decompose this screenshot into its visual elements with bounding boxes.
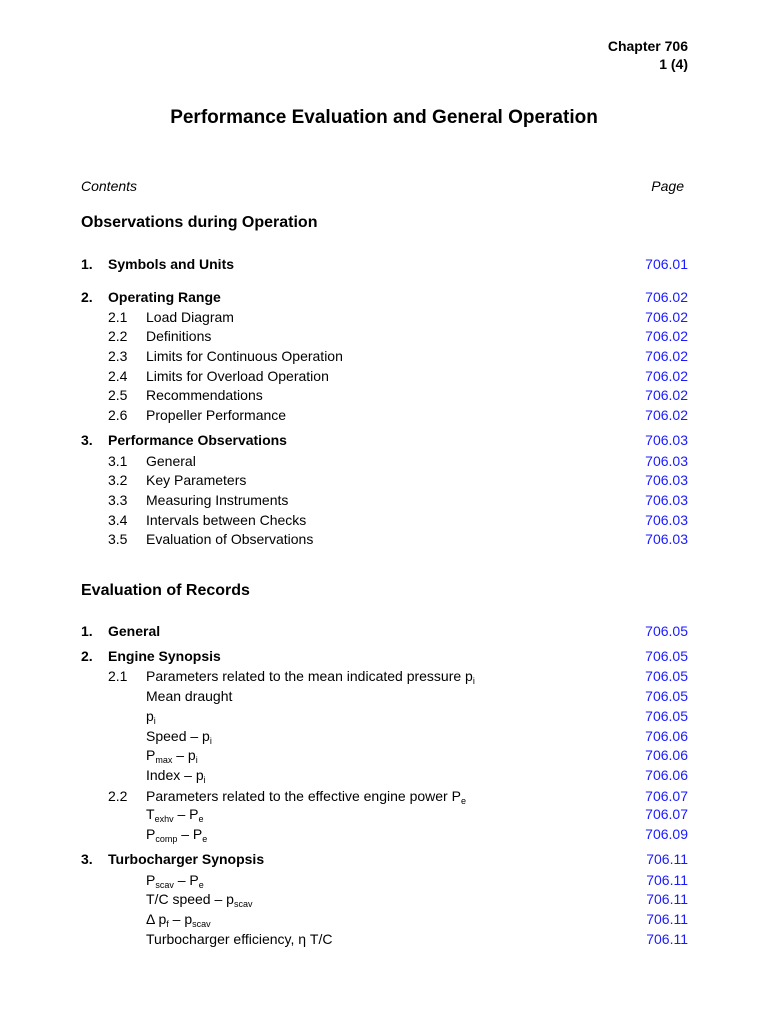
subscript: i: [195, 755, 198, 765]
toc-page-link[interactable]: 706.02: [645, 309, 688, 325]
toc-entry-label: Δ $p_f - p_{scav}$: [146, 911, 211, 929]
toc-entry-label: Evaluation of Observations: [146, 531, 314, 547]
page-column-label: Page: [651, 178, 684, 194]
toc-entry-label: $P_{comp} - P_e$: [146, 826, 208, 844]
toc-entry: [81, 490, 688, 510]
toc-page-link[interactable]: 706.11: [646, 891, 688, 907]
chapter-number: Chapter 706: [607, 38, 688, 54]
toc-entry: [81, 666, 688, 686]
toc-entry: [81, 287, 688, 307]
subscript: e: [198, 814, 204, 824]
toc-page-link[interactable]: 706.03: [645, 512, 688, 528]
toc-entry-number: 1.: [81, 256, 93, 272]
subscript: e: [198, 880, 204, 890]
toc-entry-label: Performance Observations: [108, 432, 287, 448]
toc-entry-label: Propeller Performance: [146, 407, 287, 423]
toc-entry: [81, 706, 688, 726]
toc-page-link[interactable]: 706.06: [645, 767, 688, 783]
toc-entry-label: $P_{max} - p_i$: [146, 747, 198, 765]
toc-entry: [81, 470, 688, 490]
toc-entry-label: Definitions: [146, 328, 212, 344]
subscript: i: [203, 775, 206, 785]
subscript: comp: [155, 834, 178, 844]
toc-entry: [81, 451, 688, 471]
toc-entry-number: 2.: [81, 289, 93, 305]
toc-entry-label: Parameters related to the mean indicated pressure $p_i$: [146, 668, 475, 686]
toc-entry-number: 2.2: [108, 788, 128, 804]
toc-page-link[interactable]: 706.09: [645, 826, 688, 842]
toc-entry-label: Measuring Instruments: [146, 492, 289, 508]
toc-entry-number: 2.1: [108, 309, 128, 325]
toc-entry-label: Operating Range: [108, 289, 221, 305]
toc-entry-label: Recommendations: [146, 387, 263, 403]
toc-entry-number: 2.1: [108, 668, 128, 684]
toc-page-link[interactable]: 706.11: [646, 851, 688, 867]
contents-label: Contents: [81, 178, 138, 194]
toc-entry: [81, 405, 688, 425]
toc-page-link[interactable]: 706.02: [645, 368, 688, 384]
toc-entry: [81, 929, 688, 949]
subscript: i: [209, 736, 212, 746]
toc-entry: [81, 889, 688, 909]
subscript: scav: [233, 899, 253, 909]
chapter-header: [608, 37, 688, 73]
toc-entry-label: Engine Synopsis: [108, 648, 221, 664]
toc-entry-number: 3.5: [108, 531, 128, 547]
toc-page-link[interactable]: 706.11: [646, 911, 688, 927]
subscript: exhv: [154, 814, 174, 824]
toc-entry: [81, 529, 688, 549]
toc-page-link[interactable]: 706.06: [645, 728, 688, 744]
toc-entry-label: Limits for Overload Operation: [146, 368, 329, 384]
toc-entry-number: 3.: [81, 432, 93, 448]
toc-page-link[interactable]: 706.02: [645, 289, 688, 305]
toc-entry-number: 3.4: [108, 512, 128, 528]
toc-entry-number: 2.: [81, 648, 93, 664]
toc-entry: [81, 307, 688, 327]
toc-entry-label: $P_{scav} - P_e$: [146, 872, 204, 890]
toc-page-link[interactable]: 706.02: [645, 348, 688, 364]
toc-page-link[interactable]: 706.02: [645, 387, 688, 403]
toc-page-link[interactable]: 706.07: [645, 788, 688, 804]
toc-entry: [81, 346, 688, 366]
toc-entry-label: Turbocharger efficiency, η T/C: [146, 931, 333, 947]
toc-entry: [81, 646, 688, 666]
toc-page-link[interactable]: 706.03: [645, 453, 688, 469]
toc-entry-label: Symbols and Units: [108, 256, 235, 272]
subscript: f: [166, 919, 169, 929]
toc-entry-label: $T_{exhv} - P_e$: [146, 806, 204, 824]
toc-entry: [81, 366, 688, 386]
section-heading: Observations during Operation: [81, 214, 318, 231]
toc-page-link[interactable]: 706.11: [646, 931, 688, 947]
toc-page-link[interactable]: 706.03: [645, 492, 688, 508]
toc-page-link[interactable]: 706.02: [645, 407, 688, 423]
subscript: scav: [192, 919, 211, 929]
toc-entry-number: 3.3: [108, 492, 128, 508]
toc-entry-number: 2.6: [108, 407, 128, 423]
toc-entry-number: 2.3: [108, 348, 128, 364]
toc-entry-number: 3.2: [108, 472, 128, 488]
subscript: max: [155, 755, 173, 765]
toc-entry-label: Intervals between Checks: [146, 512, 307, 528]
toc-entry-number: 3.1: [108, 453, 128, 469]
toc-entry: [81, 686, 688, 706]
toc-page-link[interactable]: 706.05: [645, 688, 688, 704]
subscript: e: [460, 796, 466, 806]
toc-entry-label: Turbocharger Synopsis: [108, 851, 265, 867]
toc-entry-label: General: [146, 453, 196, 469]
toc-page-link[interactable]: 706.07: [645, 806, 688, 822]
toc-entry: [81, 786, 688, 806]
toc-page-link[interactable]: 706.05: [645, 648, 688, 664]
toc-page-link[interactable]: 706.01: [645, 256, 688, 272]
toc-entry: [81, 804, 688, 824]
toc-page-link[interactable]: 706.02: [645, 328, 688, 344]
toc-entry-number: 1.: [81, 623, 93, 639]
toc-entry-number: 2.4: [108, 368, 128, 384]
toc-page-link[interactable]: 706.11: [646, 872, 688, 888]
toc-entry-label: Mean draught: [146, 688, 233, 704]
toc-entry: [81, 909, 688, 929]
toc-entry: [81, 254, 688, 274]
toc-entry-number: 2.5: [108, 387, 128, 403]
toc-page-link[interactable]: 706.05: [645, 623, 688, 639]
toc-entry: [81, 326, 688, 346]
subscript: i: [153, 716, 156, 726]
document-title: Performance Evaluation and General Operation: [170, 107, 598, 128]
subscript: i: [472, 676, 475, 686]
toc-entry: [81, 385, 688, 405]
toc-entry: [81, 621, 688, 641]
toc-entry: [81, 870, 688, 890]
toc-page-link[interactable]: 706.05: [645, 708, 688, 724]
toc-entry: [81, 745, 688, 765]
toc-entry-number: 3.: [81, 851, 93, 867]
section-heading: Evaluation of Records: [81, 582, 250, 599]
toc-entry: [81, 824, 688, 844]
subscript: scav: [155, 880, 174, 890]
toc-entry-number: 2.2: [108, 328, 128, 344]
toc-entry: [81, 765, 688, 785]
toc-page-link[interactable]: 706.05: [645, 668, 688, 684]
toc-page-link[interactable]: 706.03: [645, 432, 688, 448]
toc-page-link[interactable]: 706.03: [645, 531, 688, 547]
toc-entry-label: General: [108, 623, 161, 639]
toc-page-link[interactable]: 706.06: [645, 747, 688, 763]
page-count: 1 (4): [659, 56, 688, 72]
toc-entry: [81, 430, 688, 450]
subscript: e: [202, 834, 208, 844]
toc-entry-label: Parameters related to the effective engine power $P_e$: [146, 788, 466, 806]
toc-entry-label: $p_i$: [146, 708, 156, 726]
toc-entry-label: Key Parameters: [146, 472, 247, 488]
toc-entry: [81, 849, 688, 869]
toc-entry-label: Limits for Continuous Operation: [146, 348, 343, 364]
toc-entry: [81, 510, 688, 530]
toc-entry-label: Load Diagram: [146, 309, 234, 325]
toc-entry-label: Speed – $p_i$: [146, 728, 212, 746]
toc-page-link[interactable]: 706.03: [645, 472, 688, 488]
toc-entry: [81, 726, 688, 746]
toc-entry-label: T/C speed – $p_{scav}$: [146, 891, 253, 909]
toc-entry-label: Index – $p_i$: [146, 767, 206, 785]
